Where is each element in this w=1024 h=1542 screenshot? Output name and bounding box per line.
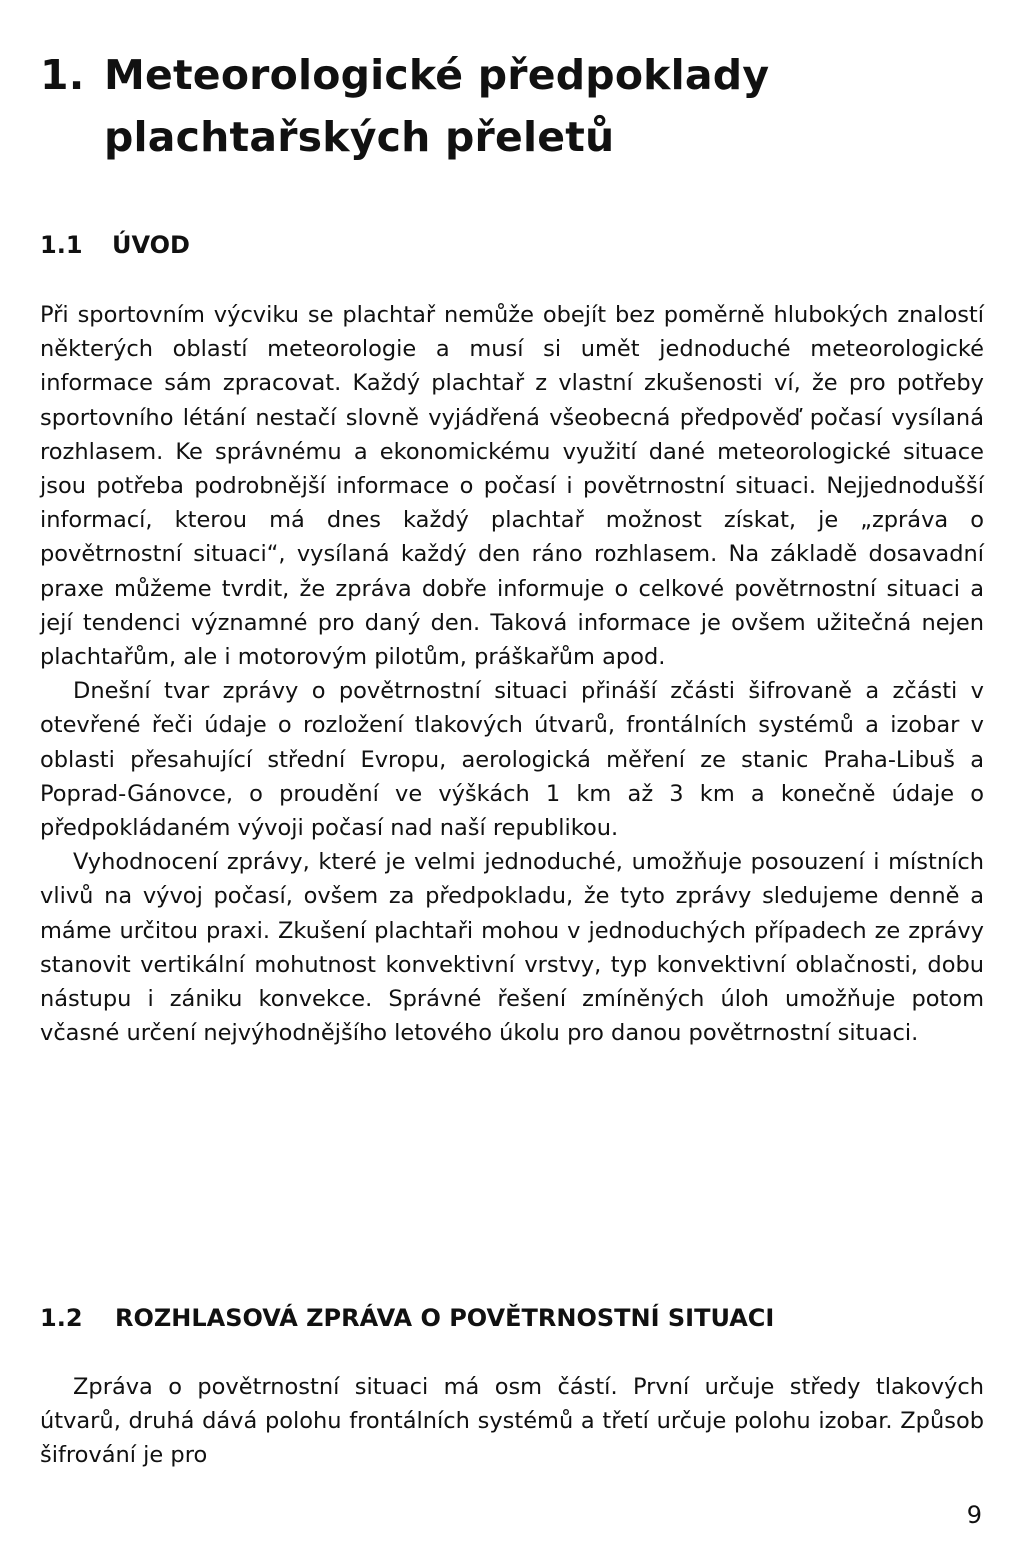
section-heading-radio-report (40, 1303, 774, 1333)
section-title: ÚVOD (112, 231, 190, 259)
paragraph: Při sportovním výcviku se plachtař nemůže obejít bez poměrně hlubokých znalostí některých oblastí meteorologie a musí si umět jednoduché meteorologické informace sám zpracovat. Každý plachtař z vlastní zkušenosti ví, že pro potřeby sportovního létání nestačí slovně vyjádřená všeobecná předpověď počasí vysílaná rozhlasem. Ke správnému a ekonomickému využití dané meteorologické situace jsou potřeba podrobnější informace o počasí i povětrnostní situaci. Nejjednodušší informací, kterou má dnes každý plachtař možnost získat, je „zpráva o povětrnostní situaci“, vysílaná každý den ráno rozhlasem. Na základě dosavadní praxe můžeme tvrdit, že zpráva dobře informuje o celkové povětrnostní situaci a její tendenci významné pro daný den. Taková informace je ovšem užitečná nejen plachtařům, ale i motorovým pilotům, práškařům apod. (40, 302, 984, 671)
section-heading-intro (40, 230, 190, 260)
chapter-title (40, 44, 940, 168)
section-title: ROZHLASOVÁ ZPRÁVA O POVĚTRNOSTNÍ SITUACI (115, 1304, 775, 1332)
section-number: 1.2 (40, 1304, 83, 1332)
page-number: 9 (966, 1501, 982, 1529)
paragraph: Vyhodnocení zprávy, které je velmi jednoduché, umožňuje posouzení i místních vlivů na vývoj počasí, ovšem za předpokladu, že tyto zprávy sledujeme denně a máme určitou praxi. Zkušení plachtaři mohou v jednoduchých případech ze zprávy stanovit vertikální mohutnost konvektivní vrstvy, typ konvektivní oblačnosti, dobu nástupu i zániku konvekce. Správné řešení zmíněných úloh umožňuje potom včasné určení nejvýhodnějšího letového úkolu pro danou povětrnostní situaci. (40, 849, 984, 1047)
section-number: 1.1 (40, 231, 83, 259)
paragraph: Zpráva o povětrnostní situaci má osm částí. První určuje středy tlakových útvarů, druhá dává polohu frontálních systémů a třetí určuje polohu izobar. Způsob šifrování je pro (40, 1374, 984, 1469)
section-body-intro (40, 298, 984, 1050)
chapter-title-line1: Meteorologické předpoklady (104, 51, 770, 99)
paragraph: Dnešní tvar zprávy o povětrnostní situaci přináší zčásti šifrovaně a zčásti v otevřené řeči údaje o rozložení tlakových útvarů, frontálních systémů a izobar v oblasti přesahující střední Evropu, aerologická měření ze stanic Praha-Libuš a Poprad-Gánovce, o proudění ve výškách 1 km až 3 km a konečně údaje o předpokládaném vývoji počasí nad naší republikou. (40, 678, 984, 842)
section-body-radio-report (40, 1370, 984, 1473)
chapter-number: 1. (40, 51, 85, 99)
chapter-title-line2: plachtařských přeletů (104, 113, 615, 161)
